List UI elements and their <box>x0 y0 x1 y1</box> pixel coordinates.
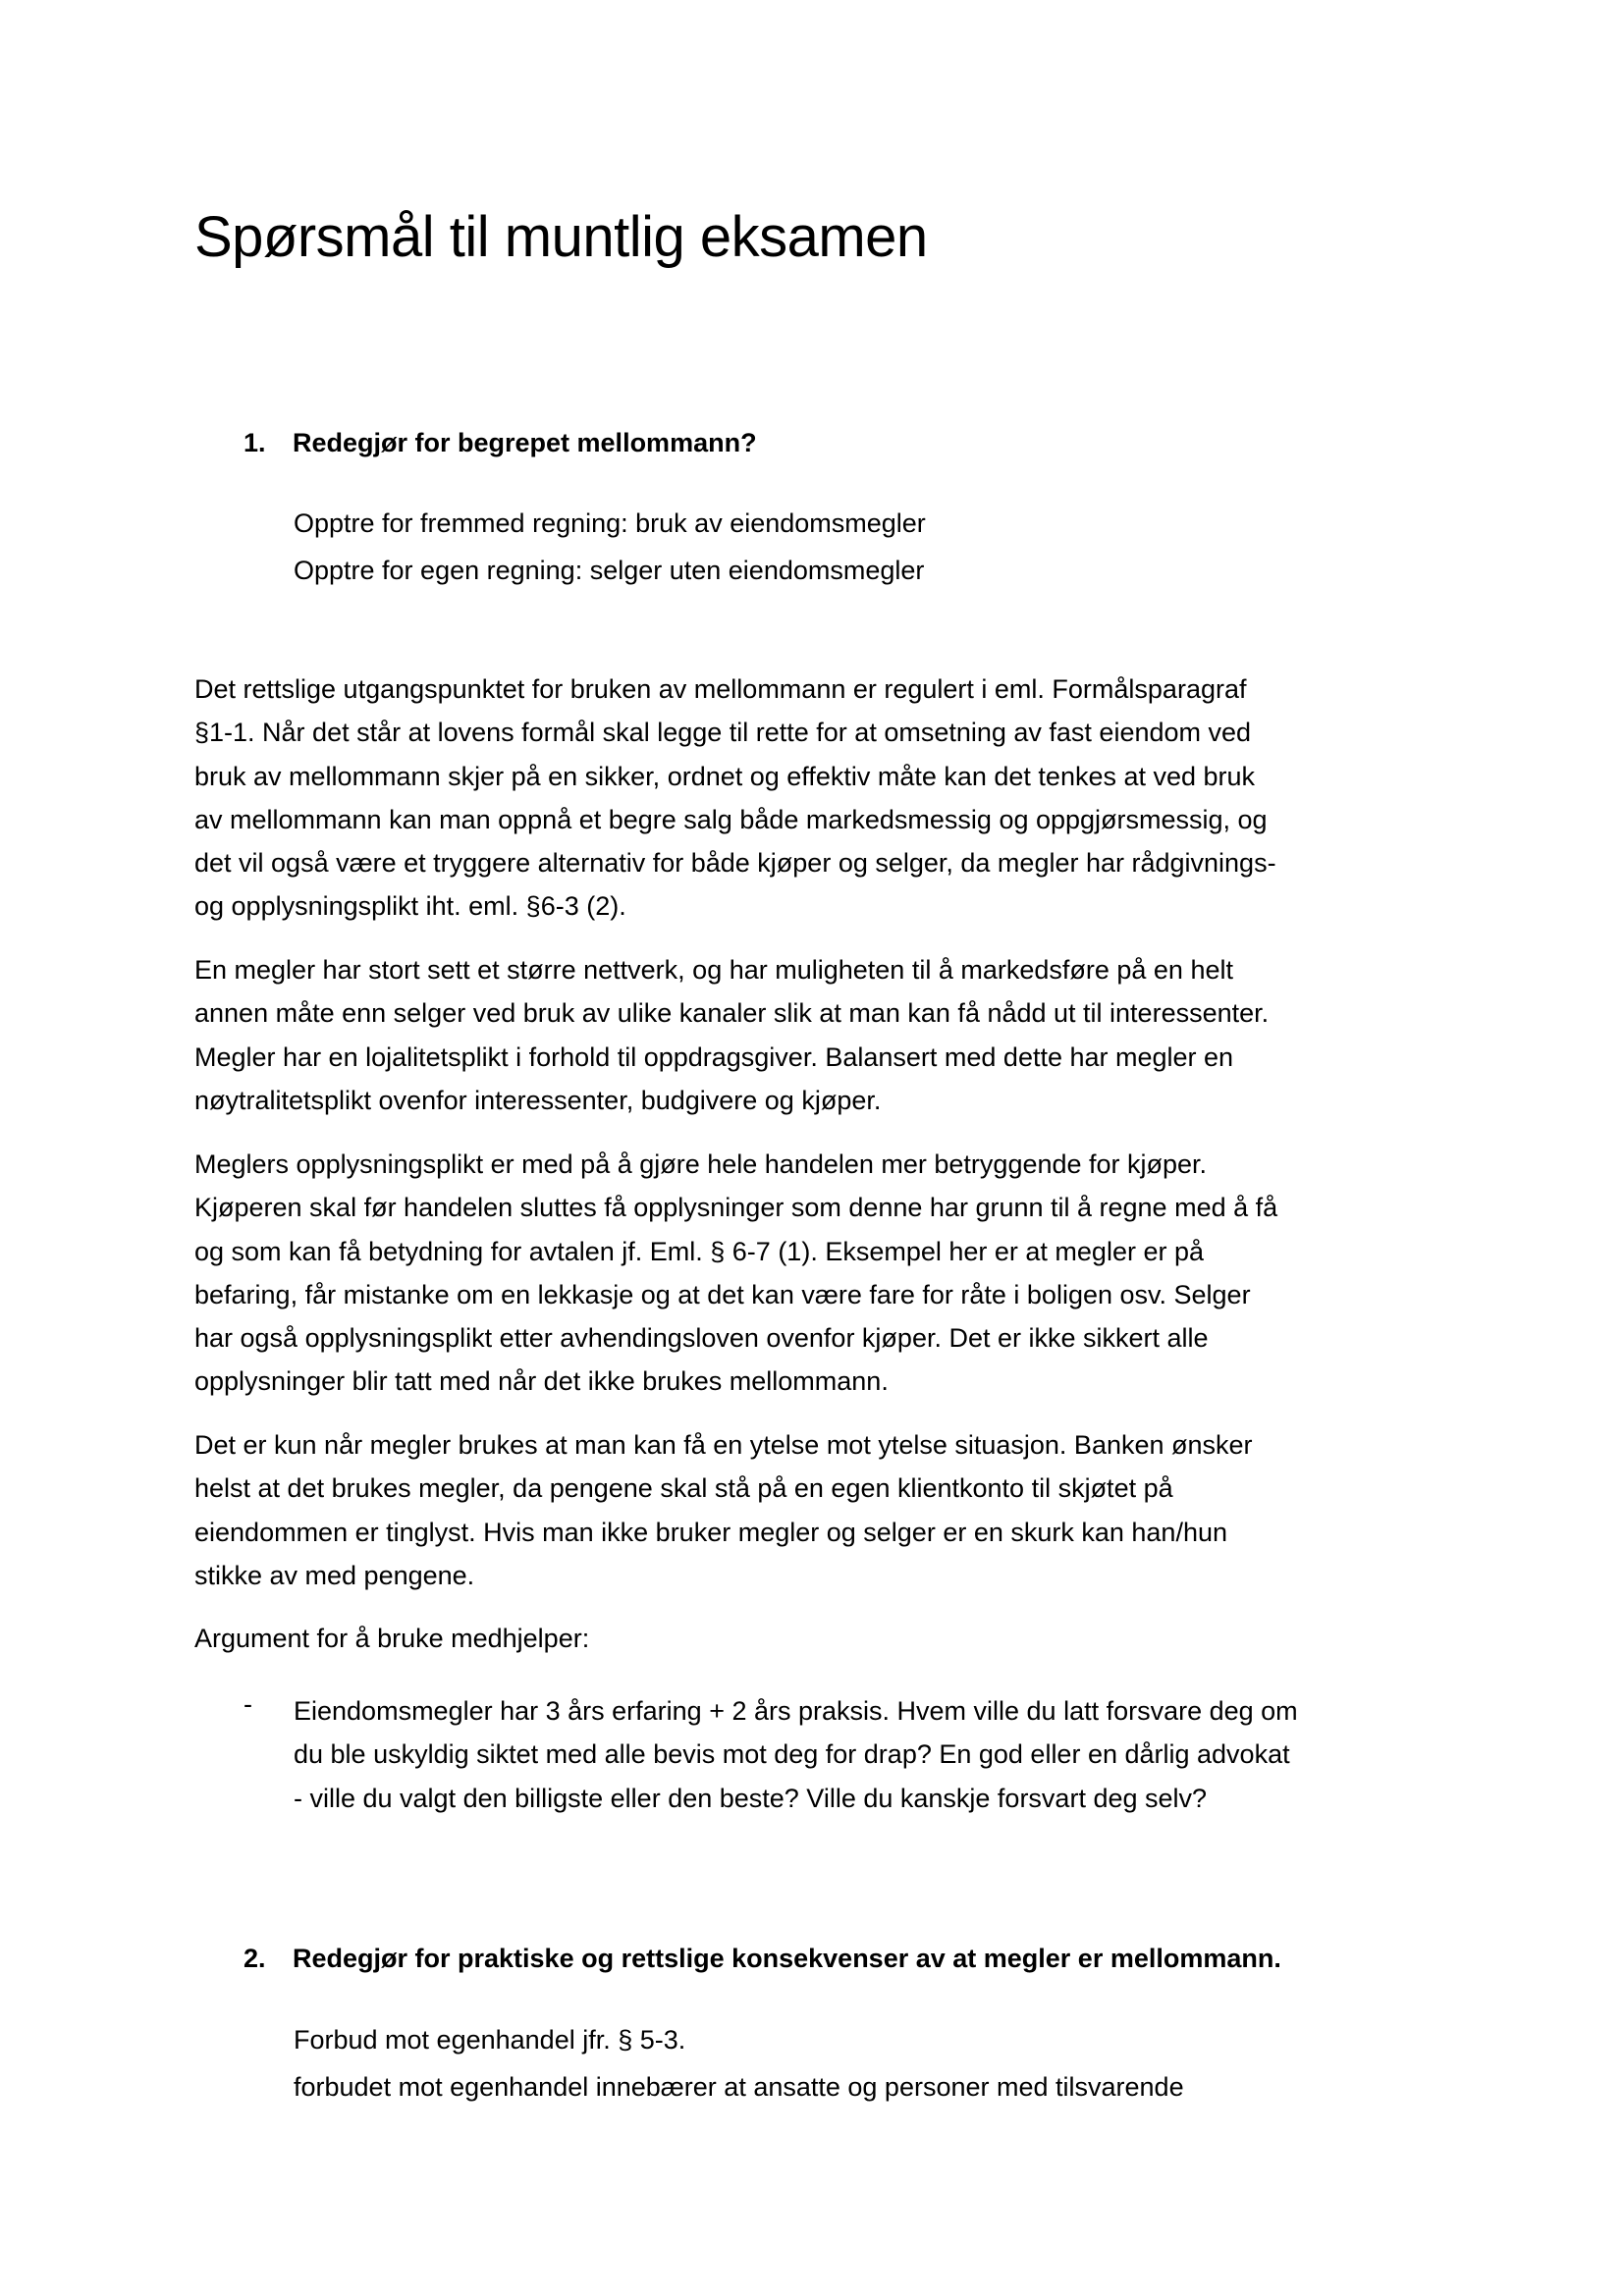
paragraph-line: befaring, får mistanke om en lekkasje og at det kan være fare for råte i boligen osv. Selger <box>194 1279 1251 1309</box>
paragraph-argument-label <box>194 1617 1432 1660</box>
sub-line: Forbud mot egenhandel jfr. § 5-3. <box>294 2025 686 2055</box>
paragraph-line: opplysninger blir tatt med når det ikke brukes mellommann. <box>194 1366 889 1397</box>
bullet-marker: - <box>244 1689 252 1719</box>
paragraph-disclosure-duty <box>194 1143 1432 1404</box>
paragraph-line: En megler har stort sett et større nettverk, og har muligheten til å markedsføre på en helt <box>194 955 1233 985</box>
sub-line: forbudet mot egenhandel innebærer at ansatte og personer med tilsvarende <box>294 2072 1184 2102</box>
paragraph-line: og som kan få betydning for avtalen jf. Eml. § 6-7 (1). Eksempel her er at megler er på <box>194 1236 1204 1266</box>
paragraph-line: helst at det brukes megler, da pengene skal stå på en egen klientkonto til skjøtet på <box>194 1473 1173 1504</box>
document-title: Spørsmål til muntlig eksamen <box>194 205 928 269</box>
paragraph-legal-basis <box>194 667 1432 929</box>
paragraph-line: det vil også være et tryggere alternativ for både kjøper og selger, da megler har rådgivnings- <box>194 848 1276 879</box>
paragraph-exchange <box>194 1423 1432 1597</box>
paragraph-network <box>194 948 1432 1122</box>
question-number: 1. <box>244 428 266 457</box>
paragraph-line: Det rettslige utgangspunktet for bruken av mellommann er regulert i eml. Formålsparagraf <box>194 674 1247 704</box>
sub-line: Opptre for fremmed regning: bruk av eiendomsmegler <box>294 508 926 538</box>
paragraph-line: stikke av med pengene. <box>194 1560 475 1590</box>
paragraph-line: eiendommen er tinglyst. Hvis man ikke bruker megler og selger er en skurk kan han/hun <box>194 1517 1227 1547</box>
sub-line: Opptre for egen regning: selger uten eiendomsmegler <box>294 556 925 585</box>
bullet-item <box>294 1689 1452 1820</box>
paragraph-line: bruk av mellommann skjer på en sikker, ordnet og effektiv måte kan det tenkes at ved bruk <box>194 761 1256 791</box>
paragraph-line: annen måte enn selger ved bruk av ulike kanaler slik at man kan få nådd ut til interessenter. <box>194 998 1270 1029</box>
paragraph-line: har også opplysningsplikt etter avhendingsloven ovenfor kjøper. Det er ikke sikkert alle <box>194 1323 1209 1354</box>
paragraph-line: og opplysningsplikt iht. eml. §6-3 (2). <box>194 891 626 922</box>
question-text: Redegjør for begrepet mellommann? <box>293 428 757 457</box>
question-text: Redegjør for praktiske og rettslige konsekvenser av at megler er mellommann. <box>293 1944 1281 1973</box>
paragraph-line: nøytralitetsplikt ovenfor interessenter, budgivere og kjøper. <box>194 1085 882 1115</box>
paragraph-line: Argument for å bruke medhjelper: <box>194 1624 590 1653</box>
question-number: 2. <box>244 1944 266 1973</box>
paragraph-line: Meglers opplysningsplikt er med på å gjøre hele handelen mer betryggende for kjøper. <box>194 1149 1208 1179</box>
paragraph-line: §1-1. Når det står at lovens formål skal legge til rette for at omsetning av fast eiendom ved <box>194 718 1252 748</box>
paragraph-line: Megler har en lojalitetsplikt i forhold til oppdragsgiver. Balansert med dette har megler en <box>194 1041 1234 1072</box>
bullet-line: Eiendomsmegler har 3 års erfaring + 2 års praksis. Hvem ville du latt forsvare deg om <box>294 1696 1298 1726</box>
bullet-line: - ville du valgt den billigste eller den beste? Ville du kanskje forsvart deg selv? <box>294 1783 1208 1813</box>
paragraph-line: Det er kun når megler brukes at man kan få en ytelse mot ytelse situasjon. Banken ønsker <box>194 1430 1253 1460</box>
paragraph-line: av mellommann kan man oppnå et begre salg både markedsmessig og oppgjørsmessig, og <box>194 804 1268 834</box>
paragraph-line: Kjøperen skal før handelen sluttes få opplysninger som denne har grunn til å regne med å få <box>194 1193 1278 1223</box>
bullet-line: du ble uskyldig siktet med alle bevis mot deg for drap? En god eller en dårlig advokat <box>294 1739 1290 1770</box>
